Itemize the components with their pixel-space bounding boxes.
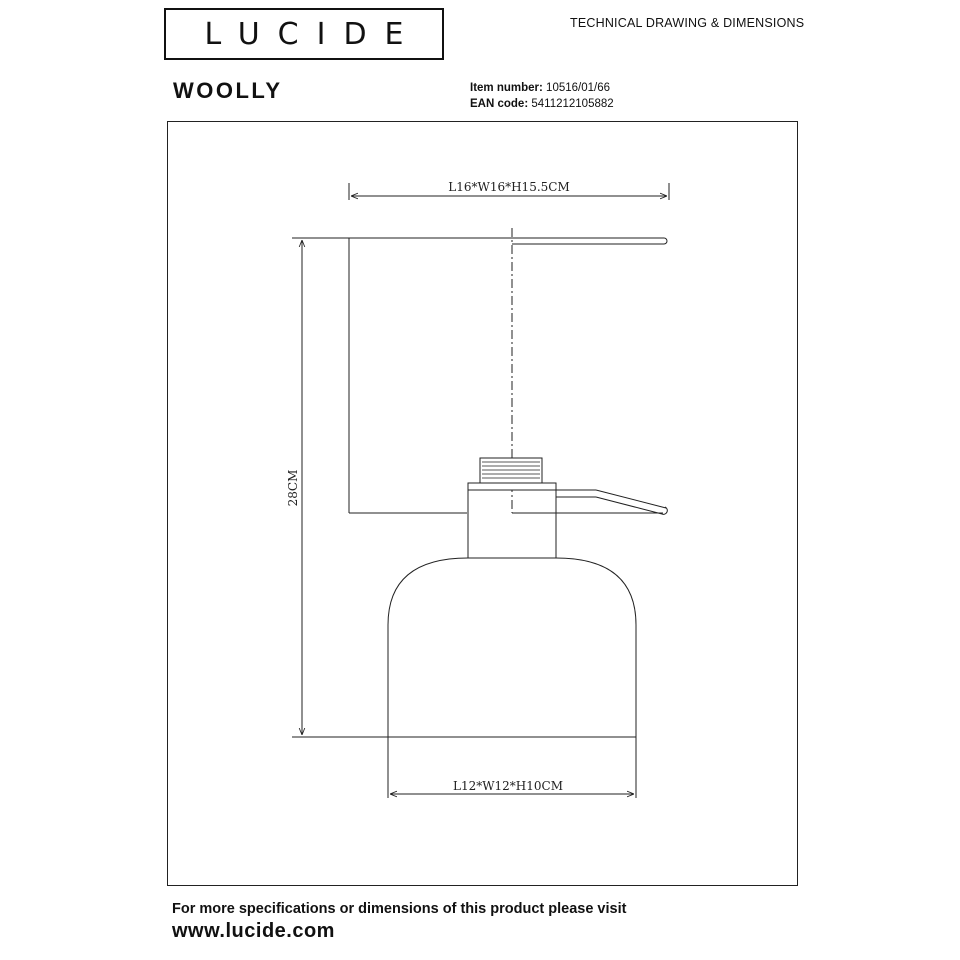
brand-logo: LUCIDE	[164, 8, 444, 60]
shade-width-dimension	[349, 180, 669, 200]
lamp-base	[388, 558, 636, 737]
ean-value: 5411212105882	[531, 98, 614, 110]
document-title: TECHNICAL DRAWING & DIMENSIONS	[570, 16, 805, 30]
footer-text: For more specifications or dimensions of this product please visit	[172, 901, 627, 917]
item-number-label: Item number:	[470, 82, 543, 94]
base-dimension-label: L12*W12*H10CM	[452, 779, 564, 793]
website-link[interactable]: www.lucide.com	[172, 920, 335, 942]
lamp-holder	[468, 458, 556, 490]
product-name: WOOLLY	[173, 78, 283, 103]
item-number-value: 10516/01/66	[546, 82, 610, 94]
base-width-dimension	[388, 737, 636, 798]
ean-label: EAN code:	[470, 98, 529, 110]
shade-dimension-label: L16*W16*H15.5CM	[448, 180, 570, 194]
height-dimension-label: 28CM	[286, 469, 300, 507]
